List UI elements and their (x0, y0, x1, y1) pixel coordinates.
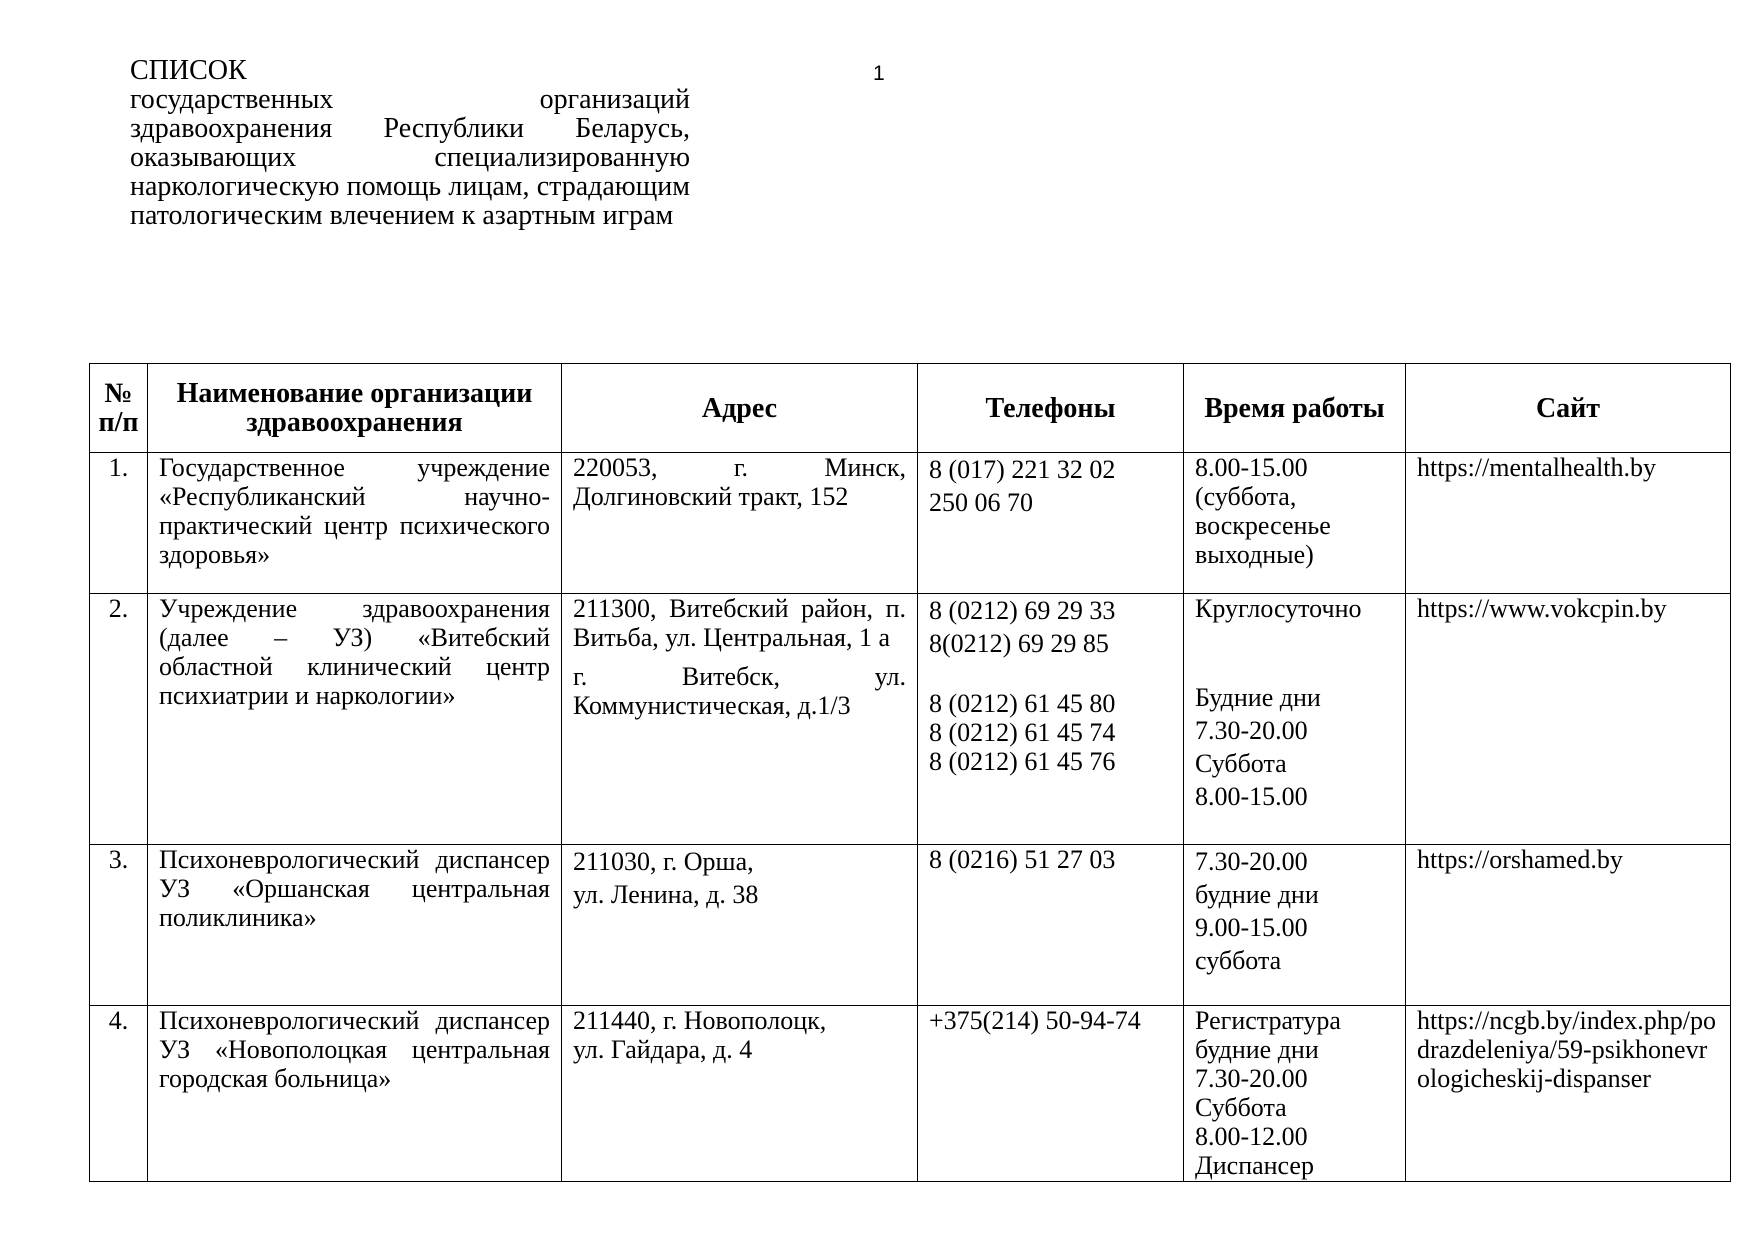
row-num: 4. (90, 1006, 148, 1182)
hours-line: 8.00-15.00 (1195, 453, 1308, 482)
hours-line: 7.30-20.00 (1195, 1064, 1308, 1093)
site-link[interactable]: https://www.vokcpin.by (1417, 594, 1667, 623)
row-hours (1184, 453, 1406, 594)
header-phones: Телефоны (918, 364, 1184, 453)
row-hours (1184, 1006, 1406, 1182)
phone-line: 8 (0212) 61 45 80 (929, 689, 1116, 718)
address-secondary: г. Витебск, ул. Коммунистическая, д.1/3 (573, 662, 906, 720)
site-link[interactable]: https://orshamed.by (1417, 845, 1623, 874)
row-hours (1184, 594, 1406, 845)
hours-line: Диспансер (1195, 1151, 1314, 1180)
title-heading: СПИСОК (130, 55, 247, 86)
hours-line: (суббота, воскресенье выходные) (1195, 482, 1331, 569)
table-row (90, 845, 1731, 1006)
row-address: 220053, г. Минск, Долгиновский тракт, 152 (562, 453, 918, 594)
row-site (1406, 1006, 1731, 1182)
site-link[interactable]: https://mentalhealth.by (1417, 453, 1657, 482)
organizations-table (89, 363, 1731, 1182)
table-row (90, 1006, 1731, 1182)
address-line: 211030, г. Орша, (573, 847, 754, 876)
title-body: государственных организаций здравоохранения Республики Беларусь, оказывающих специализированную наркологическую помощь лицам, страдающим патологическим влечением к азартным играм (130, 84, 690, 231)
phone-line: 8 (0212) 69 29 33 (929, 596, 1116, 625)
hours-line: Будние дни (1195, 683, 1321, 712)
hours-line: 8.00-12.00 (1195, 1122, 1308, 1151)
address-primary: 211300, Витебский район, п. Витьба, ул. Центральная, 1 а (573, 594, 906, 652)
row-address (562, 1006, 918, 1182)
row-name: Психоневрологический диспансер УЗ «Оршанская центральная поликлиника» (148, 845, 562, 1006)
hours-line: будние дни (1195, 880, 1319, 909)
row-num: 2. (90, 594, 148, 845)
hours-line: Регистратура (1195, 1006, 1341, 1035)
row-name: Психоневрологический диспансер УЗ «Новополоцкая центральная городская больница» (148, 1006, 562, 1182)
document-title (130, 56, 690, 230)
row-name: Государственное учреждение «Республиканский научно-практический центр психического здоровья» (148, 453, 562, 594)
header-hours: Время работы (1184, 364, 1406, 453)
header-name: Наименование организации здравоохранения (148, 364, 562, 453)
phone-line: +375(214) 50-94-74 (929, 1006, 1141, 1035)
hours-line: 8.00-15.00 (1195, 782, 1308, 811)
table-header-row (90, 364, 1731, 453)
phone-line: 8 (0212) 61 45 76 (929, 747, 1116, 776)
header-address: Адрес (562, 364, 918, 453)
hours-line: Суббота (1195, 1093, 1287, 1122)
phone-line: 250 06 70 (929, 488, 1033, 517)
row-name: Учреждение здравоохранения (далее – УЗ) «Витебский областной клинический центр психиатрии и наркологии» (148, 594, 562, 845)
hours-line: будние дни (1195, 1035, 1319, 1064)
row-address (562, 594, 918, 845)
address-line: ул. Ленина, д. 38 (573, 880, 759, 909)
row-num: 3. (90, 845, 148, 1006)
row-phones (918, 845, 1184, 1006)
row-phones (918, 453, 1184, 594)
row-phones (918, 594, 1184, 845)
row-address (562, 845, 918, 1006)
header-num: № п/п (90, 364, 148, 453)
phone-line: 8 (017) 221 32 02 (929, 455, 1116, 484)
phone-line: 8 (0216) 51 27 03 (929, 845, 1116, 874)
phone-line: 8 (0212) 61 45 74 (929, 718, 1116, 747)
phone-line: 8(0212) 69 29 85 (929, 629, 1109, 658)
table-row (90, 453, 1731, 594)
hours-line: Суббота (1195, 749, 1287, 778)
address-line: ул. Гайдара, д. 4 (573, 1035, 753, 1064)
row-num: 1. (90, 453, 148, 594)
row-hours (1184, 845, 1406, 1006)
site-link[interactable]: https://ncgb.by/index.php/podrazdeleniya/59-psikhonevrologicheskij-dispanser (1417, 1006, 1716, 1093)
hours-line: суббота (1195, 946, 1282, 975)
row-site (1406, 845, 1731, 1006)
address-line: 211440, г. Новополоцк, (573, 1006, 827, 1035)
row-site (1406, 594, 1731, 845)
header-site: Сайт (1406, 364, 1731, 453)
hours-line: Круглосуточно (1195, 594, 1362, 623)
hours-line: 7.30-20.00 (1195, 847, 1308, 876)
hours-line: 9.00-15.00 (1195, 913, 1308, 942)
row-site (1406, 453, 1731, 594)
page-number: 1 (873, 62, 885, 85)
row-phones (918, 1006, 1184, 1182)
table-row (90, 594, 1731, 845)
hours-line: 7.30-20.00 (1195, 716, 1308, 745)
